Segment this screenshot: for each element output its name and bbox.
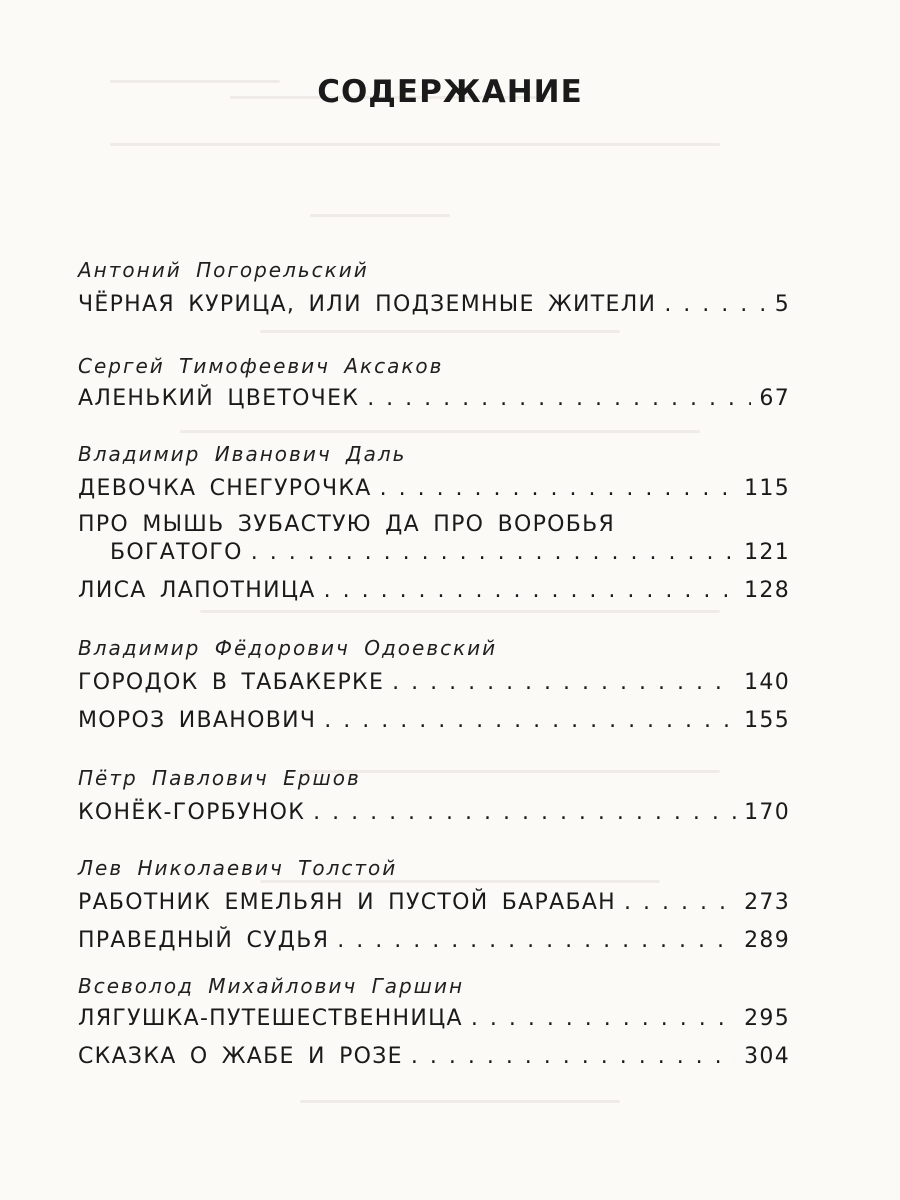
page-title: СОДЕРЖАНИЕ [317,74,583,110]
toc-entry[interactable] [78,292,790,317]
toc-entry-title: ЧЁРНАЯ КУРИЦА, ИЛИ ПОДЗЕМНЫЕ ЖИТЕЛИ [78,292,657,317]
toc-entry[interactable] [78,800,790,825]
author-name: Антоний Погорельский [78,258,369,282]
toc-entry[interactable] [78,476,790,501]
toc-entry[interactable] [78,670,790,695]
author-name: Лев Николаевич Толстой [78,856,398,880]
toc-entry-title: ЛИСА ЛАПОТНИЦА [78,578,316,603]
dot-leader [664,292,766,317]
toc-entry-page: 115 [744,476,790,501]
toc-entry-page: 289 [744,928,790,953]
show-through-mark [200,610,720,613]
dot-leader [392,670,736,695]
toc-entry-title: ПРАВЕДНЫЙ СУДЬЯ [78,928,330,953]
show-through-mark [310,214,450,217]
toc-entry-page: 170 [744,800,790,825]
toc-entry-title: ГОРОДОК В ТАБАКЕРКЕ [78,670,385,695]
toc-entry-title: БОГАТОГО [110,540,243,565]
toc-entry[interactable] [78,1006,790,1031]
dot-leader [337,928,736,953]
toc-entry-page: 304 [744,1044,790,1069]
toc-entry-title: СКАЗКА О ЖАБЕ И РОЗЕ [78,1044,403,1069]
dot-leader [251,540,736,565]
show-through-mark [260,330,620,333]
toc-entry[interactable] [78,578,790,603]
author-name: Всеволод Михайлович Гаршин [78,974,465,998]
dot-leader [367,386,751,411]
author-name: Пётр Павлович Ершов [78,766,361,790]
toc-entry-title-line1[interactable]: ПРО МЫШЬ ЗУБАСТУЮ ДА ПРО ВОРОБЬЯ [78,512,616,537]
show-through-mark [110,143,720,146]
toc-entry-page: 273 [744,890,790,915]
toc-entry-page: 128 [744,578,790,603]
toc-entry-page: 155 [744,708,790,733]
dot-leader [313,800,736,825]
show-through-mark [180,430,700,433]
show-through-mark [260,880,660,883]
toc-entry-page: 67 [759,386,790,411]
toc-entry-title: МОРОЗ ИВАНОВИЧ [78,708,317,733]
toc-entry-page: 5 [774,292,790,317]
dot-leader [624,890,736,915]
dot-leader [471,1006,736,1031]
author-name: Сергей Тимофеевич Аксаков [78,354,444,378]
author-name: Владимир Иванович Даль [78,442,407,466]
dot-leader [324,578,736,603]
toc-entry-page: 140 [744,670,790,695]
toc-entry-page: 295 [744,1006,790,1031]
toc-entry[interactable] [78,386,790,411]
dot-leader [324,708,736,733]
show-through-mark [300,770,720,773]
author-name: Владимир Фёдорович Одоевский [78,636,498,660]
toc-entry-title: ЛЯГУШКА-ПУТЕШЕСТВЕННИЦА [78,1006,463,1031]
toc-entry[interactable] [78,1044,790,1069]
toc-entry[interactable] [78,928,790,953]
toc-entry-title: АЛЕНЬКИЙ ЦВЕТОЧЕК [78,386,360,411]
toc-entry-title: РАБОТНИК ЕМЕЛЬЯН И ПУСТОЙ БАРАБАН [78,890,617,915]
toc-entry[interactable] [78,708,790,733]
toc-entry-title: ДЕВОЧКА СНЕГУРОЧКА [78,476,372,501]
show-through-mark [300,1100,620,1103]
toc-entry[interactable] [78,890,790,915]
toc-entry-page: 121 [744,540,790,565]
dot-leader [411,1044,736,1069]
toc-entry[interactable] [110,540,790,565]
toc-entry-title: КОНЁК-ГОРБУНОК [78,800,306,825]
dot-leader [380,476,736,501]
